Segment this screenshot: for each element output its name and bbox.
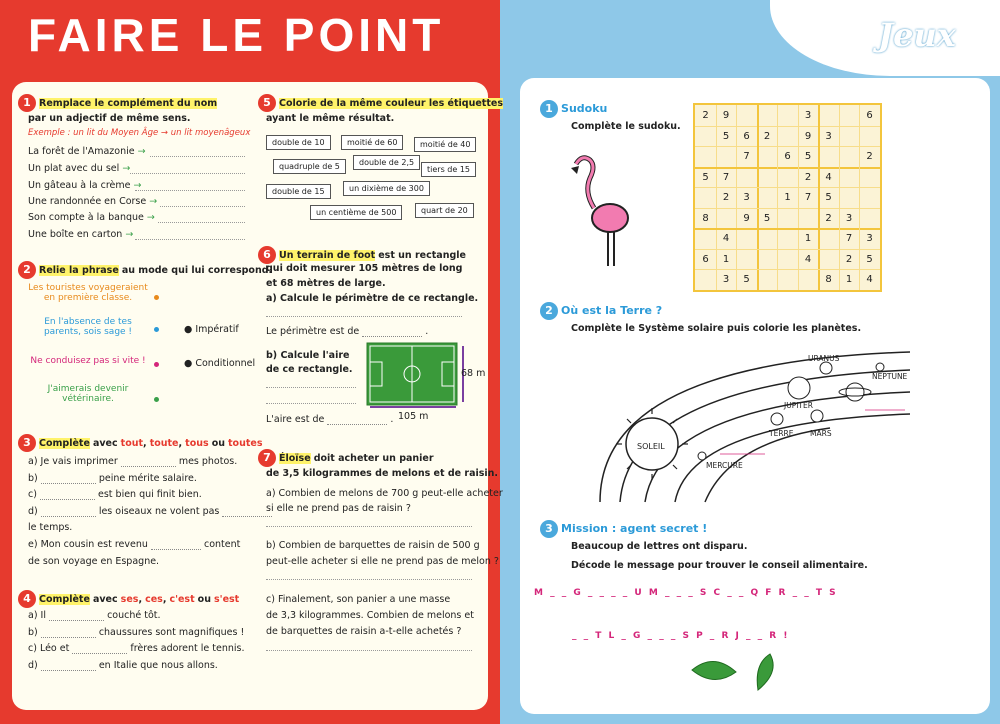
answer-line[interactable] (158, 222, 245, 223)
sudoku-cell[interactable] (818, 146, 839, 167)
width-label: 105 m (398, 411, 429, 422)
sudoku-cell: 5 (763, 212, 771, 224)
ex3-line-b: b) peine mérite salaire. (28, 473, 197, 484)
sudoku-cell[interactable] (736, 167, 757, 188)
sudoku-cell: 2 (702, 110, 709, 121)
sudoku-grid[interactable] (693, 103, 882, 292)
sudoku-cell[interactable] (757, 228, 778, 249)
question-a: si elle ne prend pas de raisin ? (266, 503, 411, 514)
phrase: Ne conduisez pas si vite ! (30, 356, 146, 366)
sudoku-cell: 3 (804, 110, 812, 121)
secret-message-line-1[interactable]: M _ _ G _ _ _ _ U M _ _ _ S C _ _ Q F R _ _ T S (534, 588, 838, 598)
sudoku-cell[interactable] (757, 167, 778, 188)
instruction: de 3,5 kilogrammes de melons et de raisin. (266, 468, 499, 479)
sudoku-cell: 7 (804, 192, 812, 203)
sudoku-cell: 5 (722, 130, 730, 142)
exercise-5-header (258, 94, 503, 112)
sudoku-cell: 4 (804, 253, 812, 265)
game-3-header: 3 Mission : agent secret ! (540, 520, 707, 538)
sudoku-cell[interactable] (859, 187, 880, 208)
label-tag[interactable]: double de 2,5 (353, 155, 420, 170)
game-1-header: 1 Sudoku (540, 100, 607, 118)
sudoku-cell[interactable] (757, 249, 778, 270)
sudoku-cell[interactable] (757, 269, 778, 290)
sudoku-cell: 4 (722, 233, 730, 244)
question-b: b) Combien de barquettes de raisin de 500 g (266, 540, 480, 551)
sudoku-cell: 5 (743, 274, 750, 285)
question-c: de 3,3 kilogrammes. Combien de melons et (266, 610, 474, 621)
sudoku-cell[interactable] (736, 249, 757, 270)
ex3-line-d: d) les oiseaux ne volent pas (28, 506, 272, 517)
sudoku-cell: 5 (866, 253, 873, 265)
game-number: 3 (540, 520, 558, 538)
planet-label-uranus: URANUS (808, 354, 840, 363)
answer-line[interactable] (150, 156, 245, 157)
sudoku-cell: 5 (825, 192, 832, 203)
sudoku-cell[interactable] (777, 105, 798, 126)
planet-label-earth: TERRE (769, 429, 794, 438)
sudoku-cell: 4 (866, 274, 873, 285)
area-answer: L'aire est de . (266, 414, 394, 425)
answer-line[interactable] (266, 387, 356, 388)
phrase: J'aimerais devenir vétérinaire. (47, 384, 129, 404)
question-a: a) Combien de melons de 700 g peut-elle acheter (266, 488, 503, 499)
page-number: 47 (962, 690, 982, 706)
sudoku-cell[interactable] (716, 146, 737, 167)
answer-line[interactable] (266, 579, 472, 580)
exercise-number: 7 (258, 449, 276, 467)
ex1-item: Son compte à la banque → (28, 212, 155, 223)
sudoku-cell: 7 (722, 171, 730, 183)
perimeter-answer: Le périmètre est de . (266, 326, 429, 337)
instruction-highlight: Remplace le complément du nom (39, 98, 218, 109)
sudoku-cell[interactable] (777, 167, 798, 188)
leaf-illustration (688, 650, 788, 692)
sudoku-cell: 3 (722, 274, 730, 285)
sudoku-cell: 3 (866, 233, 873, 244)
sudoku-cell[interactable] (859, 126, 880, 147)
sudoku-cell: 6 (784, 151, 791, 162)
ex3-line-c: c) est bien qui finit bien. (28, 489, 202, 500)
sudoku-cell: 6 (702, 253, 709, 265)
ex1-item: Un plat avec du sel → (28, 163, 131, 174)
sudoku-cell: 7 (845, 233, 853, 244)
answer-line[interactable] (266, 403, 356, 404)
answer-line[interactable] (266, 316, 462, 317)
phrase: Les touristes voyageraient en première classe. (28, 283, 148, 303)
question-b: peut-elle acheter si elle ne prend pas de melon ? (266, 556, 499, 567)
sudoku-cell[interactable] (695, 146, 716, 167)
sudoku-cell[interactable] (777, 269, 798, 290)
solar-system-drawing (590, 342, 920, 504)
instruction-highlight: Complète (39, 594, 90, 605)
sudoku-cell[interactable] (839, 105, 860, 126)
label-tag[interactable]: un dixième de 300 (343, 181, 430, 196)
sudoku-cell[interactable] (818, 249, 839, 270)
question-b: b) Calcule l'aire (266, 350, 350, 361)
instruction-highlight: Un terrain de foot (279, 250, 376, 261)
sudoku-cell: 5 (804, 151, 812, 162)
answer-line[interactable] (266, 526, 472, 527)
answer-line[interactable] (135, 190, 245, 191)
exercise-2-header (18, 261, 272, 279)
sudoku-cell[interactable] (695, 126, 716, 147)
label-tag[interactable]: moitié de 60 (341, 135, 403, 150)
height-label: 68 m (461, 368, 486, 379)
exercise-7-header: 7 Éloïse doit acheter un panier (258, 449, 434, 467)
answer-line[interactable] (130, 173, 245, 174)
game-number: 1 (540, 100, 558, 118)
sudoku-cell[interactable] (777, 228, 798, 249)
label-tag[interactable]: tiers de 15 (421, 162, 476, 177)
sudoku-cell[interactable] (777, 208, 798, 229)
planet-label-mars: MARS (810, 429, 832, 438)
sudoku-cell: 9 (743, 212, 750, 224)
football-field (366, 342, 458, 406)
page-title-left: FAIRE LE POINT (28, 9, 445, 61)
sudoku-cell[interactable] (839, 167, 860, 188)
sudoku-cell[interactable] (695, 228, 716, 249)
instruction: Décode le message pour trouver le conseil alimentaire. (571, 560, 868, 571)
planet-label-neptune: NEPTUNE (872, 372, 908, 381)
sudoku-cell: 8 (825, 274, 832, 285)
sudoku-cell: 9 (804, 130, 812, 142)
label-tag[interactable]: quart de 20 (415, 203, 474, 218)
example: Exemple : un lit du Moyen Âge → un lit moyenâgeux (28, 128, 251, 138)
game-2-header: 2 Où est la Terre ? (540, 302, 662, 320)
sudoku-cell[interactable] (859, 208, 880, 229)
sudoku-cell[interactable] (777, 249, 798, 270)
sudoku-cell[interactable] (757, 105, 778, 126)
sudoku-cell[interactable] (798, 208, 819, 229)
connect-dot[interactable] (154, 397, 159, 402)
exercise-number: 2 (18, 261, 36, 279)
sudoku-cell[interactable] (695, 269, 716, 290)
ex3-line-d-cont: le temps. (28, 522, 73, 533)
sudoku-cell: 1 (784, 192, 791, 203)
instruction: Complète le Système solaire puis colorie les planètes. (571, 323, 862, 334)
exercise-number: 4 (18, 590, 36, 608)
exercise-number: 5 (258, 94, 276, 112)
ex4-line-d: d) en Italie que nous allons. (28, 660, 218, 671)
exercise-number: 6 (258, 246, 276, 264)
connect-dot[interactable] (154, 295, 159, 300)
ex3-line-a: a) Je vais imprimer mes photos. (28, 456, 238, 467)
instruction: ayant le même résultat. (266, 113, 395, 124)
sudoku-cell: 2 (763, 130, 771, 142)
sudoku-cell: 3 (845, 212, 853, 224)
sudoku-cell[interactable] (757, 187, 778, 208)
exercise-4-header: 4 Complète avec ses, ces, c'est ou s'est (18, 590, 239, 608)
sudoku-cell[interactable] (839, 187, 860, 208)
instruction: au mode qui lui correspond. (121, 265, 273, 276)
sudoku-cell: 3 (825, 130, 832, 142)
connect-dot[interactable] (154, 362, 159, 367)
ex1-item: Un gâteau à la crème → (28, 180, 142, 191)
sudoku-cell: 2 (825, 212, 832, 224)
sudoku-cell[interactable] (777, 126, 798, 147)
sudoku-cell: 7 (743, 151, 750, 162)
sudoku-cell: 6 (743, 130, 750, 142)
ex3-line-e-cont: de son voyage en Espagne. (28, 556, 160, 567)
instruction: Beaucoup de lettres ont disparu. (571, 541, 748, 552)
label-tag[interactable]: quadruple de 5 (273, 159, 346, 174)
sudoku-cell: 2 (722, 192, 730, 203)
label-tag[interactable]: un centième de 500 (310, 205, 402, 220)
sudoku-cell[interactable] (716, 208, 737, 229)
exercise-number: 3 (18, 434, 36, 452)
mode-imperatif[interactable]: ● Impératif (184, 324, 239, 335)
ex1-item: Une boîte en carton → (28, 229, 134, 240)
page-title-right: Jeux (878, 16, 956, 54)
instruction-highlight: Relie la phrase (39, 265, 119, 276)
sudoku-cell: 1 (845, 274, 853, 285)
flamingo-illustration (566, 152, 636, 270)
answer-line[interactable] (160, 206, 245, 207)
answer-line[interactable] (135, 239, 245, 240)
label-tag[interactable]: double de 15 (266, 184, 331, 199)
sudoku-cell[interactable] (736, 105, 757, 126)
planet-label-mercury: MERCURE (706, 461, 743, 470)
sudoku-cell[interactable] (818, 105, 839, 126)
instruction-highlight: Colorie de la même couleur les étiquettes (279, 98, 503, 109)
mode-conditionnel[interactable]: ● Conditionnel (184, 358, 256, 369)
sudoku-cell: 9 (722, 110, 730, 121)
sudoku-cell: 8 (702, 212, 709, 224)
sudoku-cell[interactable] (798, 269, 819, 290)
sudoku-cell: 1 (722, 253, 730, 265)
game-number: 2 (540, 302, 558, 320)
planet-label-sun: SOLEIL (637, 442, 665, 451)
instruction: qui doit mesurer 105 mètres de long (266, 263, 463, 274)
sudoku-cell: 6 (866, 110, 873, 121)
sudoku-cell[interactable] (839, 146, 860, 167)
exercise-3-header: 3 Complète avec tout, toute, tous ou toutes (18, 434, 263, 452)
sudoku-cell: 4 (825, 171, 832, 183)
connect-dot[interactable] (154, 327, 159, 332)
sudoku-cell: 5 (702, 171, 709, 183)
label-tag[interactable]: double de 10 (266, 135, 331, 150)
secret-message-line-2[interactable]: _ _ T L _ G _ _ _ S P _ R J _ _ R ! (572, 631, 790, 641)
sudoku-cell: 2 (845, 253, 853, 265)
question-a: a) Calcule le périmètre de ce rectangle. (266, 293, 479, 304)
exercise-6-header: 6 Un terrain de foot est un rectangle (258, 246, 466, 264)
sudoku-cell[interactable] (757, 146, 778, 167)
ex4-line-b: b) chaussures sont magnifiques ! (28, 627, 245, 638)
question-c: de barquettes de raisin a-t-elle achetés ? (266, 626, 462, 637)
ex3-line-e: e) Mon cousin est revenu content (28, 539, 241, 550)
sudoku-cell: 2 (866, 151, 873, 162)
sudoku-cell[interactable] (695, 187, 716, 208)
phrase: En l'absence de tes parents, sois sage ! (43, 317, 133, 337)
sudoku-cell: 2 (804, 171, 812, 183)
instruction-highlight: Complète (39, 438, 90, 449)
planet-label-jupiter: JUPITER (784, 401, 813, 410)
exercise-1-header (18, 94, 217, 112)
question-b: de ce rectangle. (266, 364, 353, 375)
sudoku-cell[interactable] (859, 167, 880, 188)
answer-line[interactable] (266, 650, 472, 651)
ex4-line-a: a) Il couché tôt. (28, 610, 161, 621)
sudoku-cell[interactable] (818, 228, 839, 249)
question-c: c) Finalement, son panier a une masse (266, 594, 451, 605)
sudoku-cell[interactable] (736, 228, 757, 249)
sudoku-cell: 1 (804, 233, 812, 244)
ex4-line-c: c) Léo et frères adorent le tennis. (28, 643, 245, 654)
exercise-number: 1 (18, 94, 36, 112)
instruction: Complète le sudoku. (571, 121, 681, 132)
instruction: par un adjectif de même sens. (28, 113, 191, 124)
instruction: et 68 mètres de large. (266, 278, 386, 289)
instruction-highlight: Éloïse (279, 453, 311, 464)
ex1-item: La forêt de l'Amazonie → (28, 146, 146, 157)
ex1-item: Une randonnée en Corse → (28, 196, 158, 207)
label-tag[interactable]: moitié de 40 (414, 137, 476, 152)
sudoku-cell[interactable] (839, 126, 860, 147)
sudoku-cell: 3 (743, 192, 750, 203)
